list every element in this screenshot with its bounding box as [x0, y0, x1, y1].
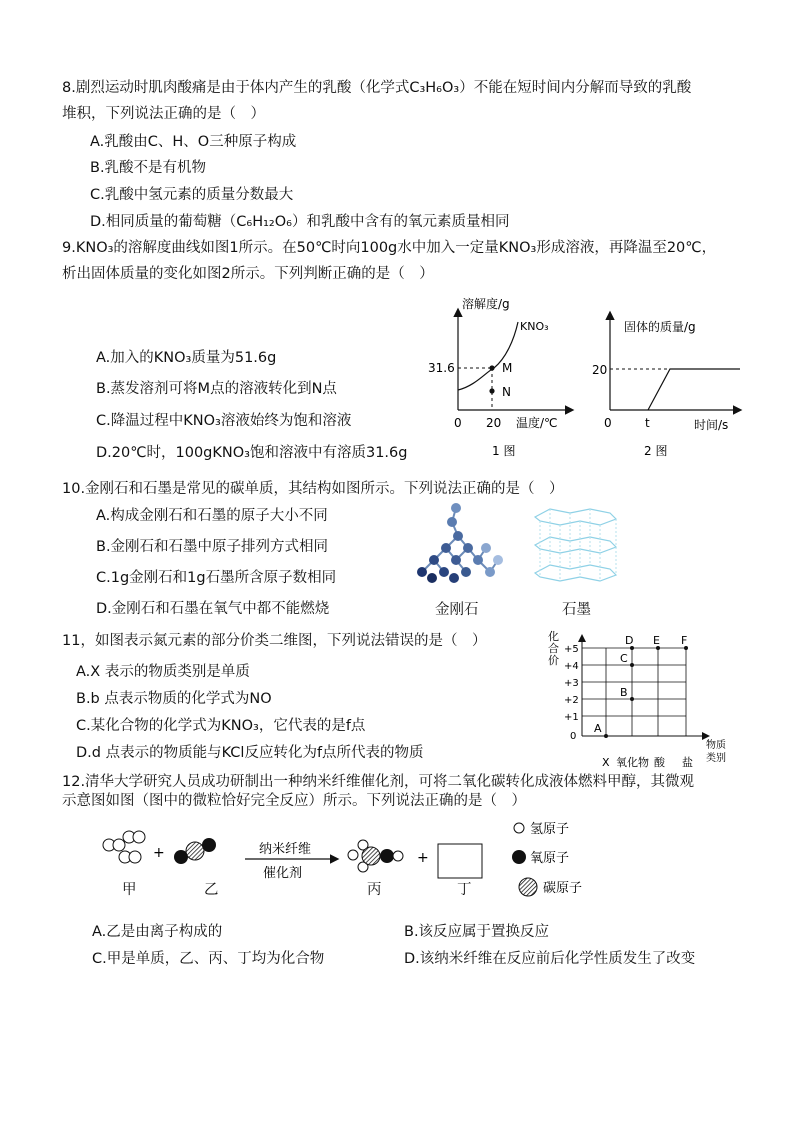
- ytick-p4: +4: [564, 661, 579, 672]
- ylabel-1: 化: [548, 630, 559, 643]
- q10-option-d: D.金刚石和石墨在氧气中都不能燃烧: [96, 601, 330, 617]
- ylabel-2: 合: [548, 642, 559, 655]
- q11-stem: 11，如图表示氮元素的部分价类二维图，下列说法错误的是（ ）: [62, 633, 487, 649]
- q11-option-b: B.b 点表示物质的化学式为NO: [76, 691, 272, 707]
- q12-option-a: A.乙是由离子构成的: [92, 924, 223, 940]
- diamond-structure-image: [406, 500, 506, 590]
- ytick-0: 0: [570, 731, 577, 742]
- q8-option-b: B.乳酸不是有机物: [90, 160, 207, 176]
- graphite-label: 石墨: [562, 602, 591, 618]
- y-axis-label: 固体的质量/g: [624, 320, 696, 334]
- q12-option-c: C.甲是单质，乙、丙、丁均为化合物: [92, 951, 325, 967]
- q12-stem-line2: 示意图如图（图中的微粒恰好完全反应）所示。下列说法正确的是（ ）: [62, 793, 526, 809]
- label-b: B: [620, 686, 628, 699]
- diamond-label: 金刚石: [435, 602, 479, 618]
- xtick-salt: 盐: [682, 756, 693, 769]
- q8-stem-line2: 堆积，下列说法正确的是（ ）: [62, 106, 265, 122]
- q10-option-c: C.1g金刚石和1g石墨所含原子数相同: [96, 570, 337, 586]
- figure-2-caption: 2 图: [644, 444, 668, 458]
- arrow-top-text: 纳米纤维: [259, 842, 312, 857]
- point-b: [630, 697, 634, 701]
- point-n-label: N: [502, 385, 511, 399]
- plus-sign-1: +: [153, 845, 165, 861]
- product-bing-molecule: [348, 840, 403, 872]
- q9-option-c: C.降温过程中KNO₃溶液始终为饱和溶液: [96, 413, 352, 429]
- q12-stem-line1: 12.清华大学研究人员成功研制出一种纳米纤维催化剂，可将二氧化碳转化成液体燃料甲醇，其微观: [62, 774, 695, 790]
- q10-option-b: B.金刚石和石墨中原子排列方式相同: [96, 539, 329, 555]
- label-ding: 丁: [457, 882, 472, 898]
- label-yi: 乙: [204, 882, 219, 898]
- reactant-jia-molecules: [103, 831, 145, 863]
- kno3-curve: [458, 322, 518, 390]
- mass-line: [648, 369, 740, 410]
- xlabel-2: 类别: [706, 753, 726, 764]
- label-e: E: [653, 634, 660, 647]
- label-bing: 丙: [367, 882, 382, 898]
- label-d: D: [625, 634, 634, 647]
- point-n: [489, 388, 494, 393]
- label-jia: 甲: [122, 882, 137, 898]
- label-a: A: [594, 722, 602, 735]
- q11-option-c: C.某化合物的化学式为KNO₃，它代表的是f点: [76, 718, 366, 734]
- legend-hydrogen-label: 氢原子: [530, 822, 570, 837]
- q10-stem: 10.金刚石和石墨是常见的碳单质，其结构如图所示。下列说法正确的是（ ）: [62, 481, 564, 497]
- point-c: [630, 663, 634, 667]
- x-axis-label: 温度/℃: [516, 416, 558, 430]
- q9-stem-line2: 析出固体质量的变化如图2所示。下列判断正确的是（ ）: [62, 266, 434, 282]
- q9-option-a: A.加入的KNO₃质量为51.6g: [96, 350, 277, 366]
- point-a: [604, 734, 608, 738]
- y-tick-label: 31.6: [428, 361, 455, 375]
- product-ding-box: [438, 844, 482, 878]
- solubility-curve-figure: [420, 290, 590, 465]
- x-origin-label: 0: [604, 416, 612, 430]
- legend-carbon: [505, 870, 605, 902]
- figure-1-caption: 1 图: [492, 444, 516, 458]
- q9-option-b: B.蒸发溶剂可将M点的溶液转化到N点: [96, 381, 337, 397]
- q9-option-d: D.20℃时，100gKNO₃饱和溶液中有溶质31.6g: [96, 445, 408, 461]
- q8-option-c: C.乳酸中氢元素的质量分数最大: [90, 187, 294, 203]
- q8-option-a: A.乳酸由C、H、O三种原子构成: [90, 134, 297, 150]
- x-origin-label: 0: [454, 416, 462, 430]
- ylabel-3: 价: [548, 654, 559, 667]
- q11-option-a: A.X 表示的物质类别是单质: [76, 664, 250, 680]
- ytick-p1: +1: [564, 712, 579, 723]
- q10-option-a: A.构成金刚石和石墨的原子大小不同: [96, 508, 328, 524]
- xtick-acid: 酸: [654, 756, 665, 769]
- ytick-p5: +5: [564, 644, 579, 655]
- y-axis-label: 溶解度/g: [462, 297, 510, 311]
- q11-option-d: D.d 点表示的物质能与KCl反应转化为f点所代表的物质: [76, 745, 424, 761]
- label-f: F: [681, 634, 688, 647]
- valence-class-chart: [540, 628, 740, 770]
- legend-oxygen-icon: [512, 850, 526, 864]
- x-tick-label: 20: [486, 416, 502, 430]
- legend-carbon-label: 碳原子: [543, 881, 583, 896]
- point-m-label: M: [502, 361, 513, 375]
- legend-carbon-icon: [519, 878, 537, 896]
- xtick-x: X: [602, 756, 610, 769]
- y-tick-label: 20: [592, 363, 608, 377]
- x-tick-label: t: [645, 416, 650, 430]
- legend-hydrogen-icon: [514, 823, 524, 833]
- xtick-oxide: 氧化物: [616, 756, 649, 769]
- q8-stem-line1: 8.剧烈运动时肌肉酸痛是由于体内产生的乳酸（化学式C₃H₆O₃）不能在短时间内分解而导致的乳酸: [62, 80, 692, 96]
- x-axis-label: 时间/s: [694, 418, 729, 432]
- ytick-p2: +2: [564, 695, 579, 706]
- q12-option-b: B.该反应属于置换反应: [404, 924, 550, 940]
- graphite-structure-image: [530, 505, 620, 590]
- q12-option-d: D.该纳米纤维在反应前后化学性质发生了改变: [404, 951, 696, 967]
- point-m: [489, 365, 494, 370]
- legend-oxygen-label: 氧原子: [530, 851, 570, 866]
- ytick-p3: +3: [564, 678, 579, 689]
- curve-label: KNO₃: [520, 320, 549, 333]
- reactant-yi-molecule: [174, 838, 216, 864]
- solid-mass-figure: [590, 305, 750, 465]
- label-c: C: [620, 652, 628, 665]
- q8-option-d: D.相同质量的葡萄糖（C₆H₁₂O₆）和乳酸中含有的氧元素质量相同: [90, 214, 510, 230]
- plus-sign-2: +: [417, 850, 429, 866]
- arrow-bottom-text: 催化剂: [263, 866, 303, 881]
- xlabel-1: 物质: [706, 740, 726, 751]
- q9-stem-line1: 9.KNO₃的溶解度曲线如图1所示。在50℃时向100g水中加入一定量KNO₃形成溶液，再降温至20℃，: [62, 240, 717, 256]
- diamond-atoms: [417, 503, 503, 583]
